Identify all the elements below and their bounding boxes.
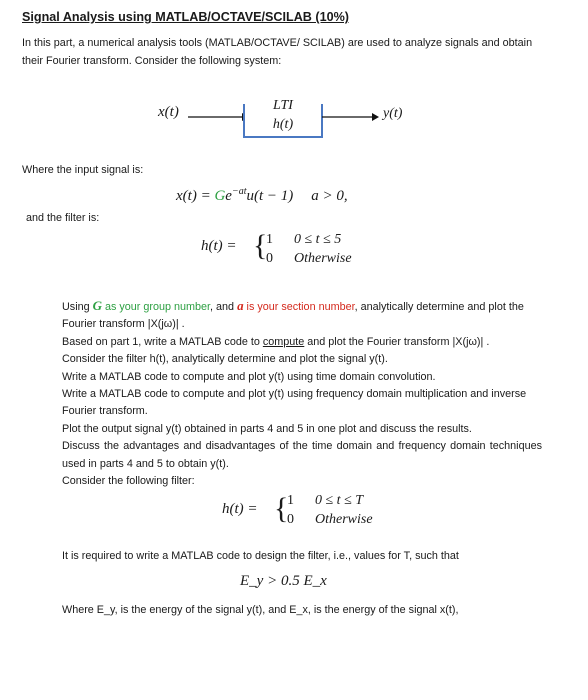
- filter1-case2-value: 0: [266, 251, 273, 266]
- instruction-1-G: G: [92, 298, 102, 313]
- filter2-case2-value: 0: [287, 512, 294, 527]
- output-label: y(t): [383, 106, 403, 121]
- filter1-brace: {: [253, 229, 268, 262]
- eq-e: e: [225, 188, 232, 204]
- instruction-list: [62, 297, 542, 490]
- filter2-case1: [287, 493, 363, 509]
- page-title: Signal Analysis using MATLAB/OCTAVE/SCILAB (10%): [22, 10, 349, 24]
- filter1-lhs: h(t) =: [201, 238, 237, 254]
- input-equation: [176, 186, 348, 205]
- intro-paragraph: In this part, a numerical analysis tools (MATLAB/OCTAVE/ SCILAB) are used to analyze signals and obtain their Fourier transform. Consider the following system:: [22, 37, 533, 67]
- eq-condition: a > 0,: [311, 188, 348, 204]
- output-arrow-head: [372, 113, 379, 121]
- filter2-case1-value: 1: [287, 493, 294, 508]
- filter2-case2-condition: Otherwise: [315, 512, 373, 527]
- filter2-case1-condition: 0 ≤ t ≤ T: [315, 493, 364, 508]
- filter1-case1-value: 1: [266, 232, 273, 247]
- eq-G: G: [214, 188, 226, 204]
- requirement-text: It is required to write a MATLAB code to design the filter, i.e., values for T, such that: [62, 550, 459, 562]
- instruction-1: Using G as your group number, and a is your section number, analytically determine and plot the Fourier transform |X(jω)| .: [62, 298, 524, 331]
- energy-condition: E_y > 0.5 E_x: [240, 573, 327, 589]
- filter2-case2: [287, 512, 373, 528]
- filter1-case2: [266, 251, 352, 267]
- instruction-4: Write a MATLAB code to compute and plot y(t) using time domain convolution.: [62, 370, 436, 383]
- filter1-case1: [266, 232, 341, 248]
- input-signal-label: Where the input signal is:: [22, 164, 144, 176]
- filter2-lhs: h(t) =: [222, 501, 258, 517]
- instruction-2: Based on part 1, write a MATLAB code to compute and plot the Fourier transform |X(jω)| .: [62, 335, 490, 348]
- filter-label: and the filter is:: [26, 212, 100, 224]
- filter1-case2-condition: Otherwise: [294, 251, 352, 266]
- instruction-6: Plot the output signal y(t) obtained in parts 4 and 5 in one plot and discuss the results.: [62, 422, 472, 435]
- instruction-1-a: a: [237, 298, 244, 313]
- filter1-case1-condition: 0 ≤ t ≤ 5: [294, 232, 342, 247]
- eq-rest: u(t − 1): [246, 188, 294, 204]
- eq-lhs: x(t) =: [176, 188, 215, 204]
- input-label: x(t): [158, 104, 179, 120]
- instruction-7: Discuss the advantages and disadvantages of the time domain and frequency domain techniques used in parts 4 and 5 to obtain y(t).: [62, 440, 542, 470]
- instruction-8: Consider the following filter:: [62, 475, 195, 488]
- lti-box-line2: h(t): [272, 117, 294, 132]
- instruction-3: Consider the filter h(t), analytically determine and plot the signal y(t).: [62, 353, 388, 366]
- filter2-brace: {: [274, 492, 289, 525]
- energy-definition: Where E_y, is the energy of the signal y(t), and E_x, is the energy of the signal x(t),: [62, 604, 459, 616]
- eq-exponent: −at: [231, 186, 247, 197]
- lti-box-line1: LTI: [273, 98, 293, 113]
- instruction-5: Write a MATLAB code to compute and plot y(t) using frequency domain multiplication and inverse Fourier transform.: [62, 388, 527, 418]
